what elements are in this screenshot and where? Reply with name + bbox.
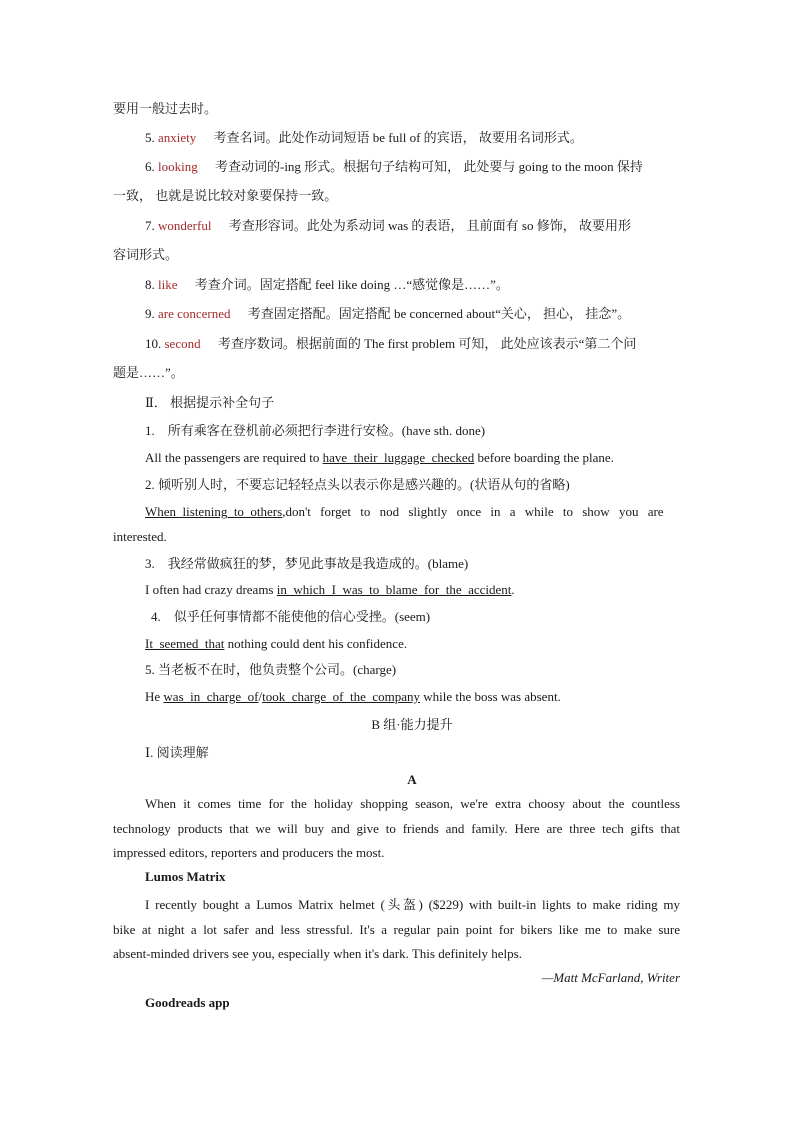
product-title: Lumos Matrix: [145, 869, 226, 884]
group-heading: B 组·能力提升: [371, 717, 453, 732]
filled-answer: When_listening_to_others: [145, 504, 283, 519]
item-number: 7.: [145, 218, 158, 233]
sentence-answer-2: [145, 503, 680, 521]
filled-answer: took_charge_of_the_company: [262, 689, 420, 704]
answer-item-10: [145, 335, 636, 353]
filled-answer: It_seemed_that: [145, 636, 225, 651]
answer-word: anxiety: [158, 130, 197, 145]
sentence-prompt-4: 4. 似乎任何事情都不能使他的信心受挫。(seem): [151, 609, 431, 624]
item-number: 5.: [145, 130, 158, 145]
filled-answer: in_which_I_was_to_blame_for_the_accident: [276, 582, 512, 597]
explanation: 考查动词的-ing 形式。根据句子结构可知， 此处要与 going to the moon 保持: [214, 159, 643, 174]
sentence-answer-5: [145, 688, 561, 706]
sentence-text: He: [145, 689, 164, 704]
passage-label: A: [407, 772, 417, 787]
sentence-prompt-5: 5. 当老板不在时，他负责整个公司。(charge): [145, 662, 397, 677]
answer-word: second: [164, 336, 201, 351]
answer-word: like: [158, 277, 178, 292]
answer-word: are concerned: [158, 306, 231, 321]
answer-item-9: [145, 305, 630, 323]
item-number: 10.: [145, 336, 165, 351]
sentence-answer-3: [145, 581, 515, 599]
item-number: 9.: [145, 306, 158, 321]
answer-item-6: [145, 158, 643, 176]
author-credit: —Matt McFarland, Writer: [541, 970, 680, 985]
explanation: 考查固定搭配。固定搭配 be concerned about“关心， 担心， 挂念”。: [247, 306, 631, 321]
lumos-line-2: bike at night a lot safer and less stressful. It's a regular pain point for bikers like me to make sure: [113, 922, 680, 937]
answer-word: looking: [158, 159, 198, 174]
sentence-text: I often had crazy dreams: [145, 582, 277, 597]
sentence-text: nothing could dent his confidence.: [224, 636, 408, 651]
sentence-cont: interested.: [113, 529, 167, 544]
intro-line-3: impressed editors, reporters and producers the most.: [113, 845, 385, 860]
explanation: 考查形容词。此处为系动词 was 的表语， 且前面有 so 修饰， 故要用形: [228, 218, 631, 233]
item-number: 6.: [145, 159, 158, 174]
sentence-text: before boarding the plane.: [474, 450, 614, 465]
lumos-line-1: I recently bought a Lumos Matrix helmet (头盔) ($229) with built-in lights to make riding my: [145, 897, 680, 912]
item-number: 8.: [145, 277, 158, 292]
explanation-cont: 容词形式。: [113, 247, 179, 262]
sentence-prompt-1: 1. 所有乘客在登机前必须把行李进行安检。(have sth. done): [145, 423, 486, 438]
product-title: Goodreads app: [145, 995, 230, 1010]
sentence-answer-1: [145, 449, 614, 467]
answer-item-5: [145, 129, 583, 147]
sentence-text: .: [511, 582, 515, 597]
sentence-text: All the passengers are required to: [145, 450, 323, 465]
sentence-text: while the boss was absent.: [420, 689, 561, 704]
lumos-line-3: absent-minded drivers see you, especially when it's dark. This definitely helps.: [113, 946, 522, 961]
filled-answer: have_their_luggage_checked: [322, 450, 475, 465]
paragraph-end: 要用一般过去时。: [113, 101, 218, 116]
filled-answer: was_in_charge_of: [163, 689, 259, 704]
sentence-prompt-2: 2. 倾听别人时，不要忘记轻轻点头以表示你是感兴趣的。(状语从句的省略): [145, 477, 570, 492]
section-heading: Ⅱ． 根据提示补全句子: [145, 395, 275, 410]
explanation: 考查名词。此处作动词短语 be full of 的宾语， 故要用名词形式。: [213, 130, 583, 145]
sentence-answer-4: [145, 635, 407, 653]
answer-word: wonderful: [158, 218, 212, 233]
intro-line-1: When it comes time for the holiday shopping season, we're extra choosy about the countless: [145, 796, 680, 811]
intro-line-2: technology products that we will buy and give to friends and family. Here are three tech gifts that: [113, 821, 680, 836]
answer-item-8: [145, 276, 509, 294]
sentence-text: ,don't forget to nod slightly once in a while to show you are: [282, 504, 664, 519]
explanation: 考查序数词。根据前面的 The first problem 可知， 此处应该表示“第二个问: [217, 336, 637, 351]
explanation: 考查介词。固定搭配 feel like doing …“感觉像是……”。: [194, 277, 509, 292]
sentence-prompt-3: 3. 我经常做疯狂的梦，梦见此事故是我造成的。(blame): [145, 556, 469, 571]
slash: /: [258, 689, 263, 704]
section-heading: Ⅰ. 阅读理解: [145, 745, 209, 760]
answer-item-7: [145, 217, 631, 235]
explanation-cont: 一致， 也就是说比较对象要保持一致。: [113, 188, 338, 203]
explanation-cont: 题是……”。: [113, 365, 184, 380]
